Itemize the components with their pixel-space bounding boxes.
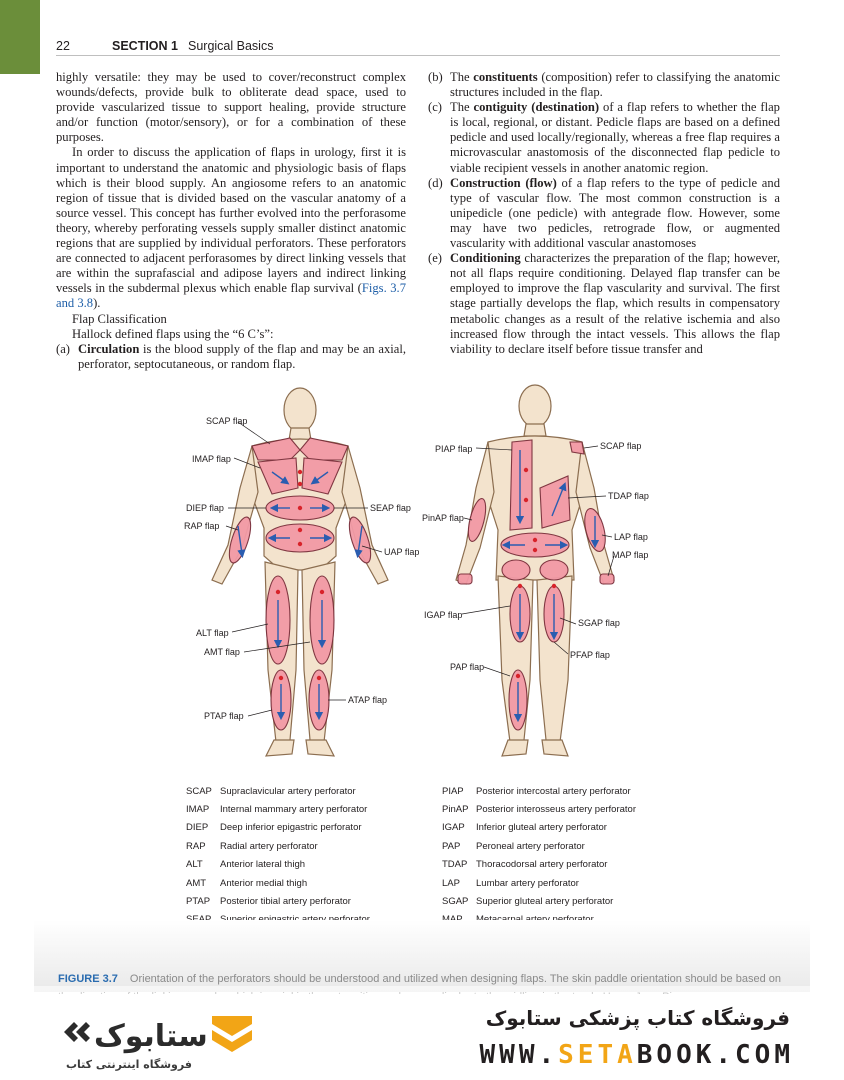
back-left-foot — [542, 740, 568, 756]
label-pinap: PinAP flap — [422, 513, 464, 523]
flap-map-left — [600, 574, 614, 584]
legend-desc: Deep inferior epigastric perforator — [220, 822, 362, 834]
list-item — [428, 251, 780, 357]
front-left-foot — [306, 740, 334, 756]
legend-desc: Thoracodorsal artery perforator — [476, 859, 608, 871]
legend-row — [442, 819, 636, 837]
list-marker: (a) — [56, 341, 70, 356]
legend-abbr: SCAP — [186, 785, 212, 797]
legend-row — [442, 874, 636, 892]
list-item — [56, 342, 406, 372]
legend-desc: Radial artery perforator — [220, 840, 318, 852]
legend-desc: Peroneal artery perforator — [476, 840, 585, 852]
legend-row — [186, 837, 370, 855]
list-item — [428, 176, 780, 251]
list-item-body — [450, 70, 780, 100]
back-right-foot — [502, 740, 528, 756]
label-pap: PAP flap — [450, 662, 485, 672]
legend-desc: Inferior gluteal artery perforator — [476, 822, 607, 834]
paragraph-text: ). — [93, 296, 101, 311]
legend-row — [186, 874, 370, 892]
paragraph-text: In order to discuss the application of flaps in urology, first it is important to understand the anatomic and physiologic basis of flaps which is their blood supply. An angiosome refers to an anatomic region of tissue that is divided based on the vascular anatomy of a source vessel. This concept has further evolved into the perforasome theory, whereby perforating vessels supply smaller distinct anatomic regions that are supplied by individual perforators. These perforators are connected to adjacent perforasomes by direct linking vessels that are within the suprafascial and adipose layers and indirect linking vessels in the subdermal plexus which enable flap survival ( — [56, 145, 406, 296]
list-marker: (c) — [428, 100, 442, 115]
legend-abbr: PTAP — [186, 896, 211, 908]
flap-piap — [510, 440, 532, 530]
paragraph: highly versatile: they may be used to cover/reconstruct complex wounds/defects, provide bulk to obliterate dead space, used to provide vascularized tissue to support healing, provide structure and/or function (motor/sensory), or for a combination of these purposes. — [56, 70, 406, 145]
flap-scap-front-left — [300, 438, 348, 460]
subheading: Flap Classification — [72, 311, 167, 326]
list-text: characterizes the preparation of the flap; however, not all flaps require conditioning. Delayed flap transfer can be employed to improve the flap vascularity and survival. The first stage partially develops the flap, which results in compensatory metabolic changes as a result of the relative ischemia and also increased flow through the intact vessels. This allows the flap viability to declare itself before tissue transfer and — [450, 251, 780, 356]
back-torso — [482, 436, 588, 580]
back-head — [519, 385, 551, 427]
label-atap: ATAP flap — [348, 695, 388, 705]
store-url[interactable] — [480, 1040, 794, 1070]
label-seap: SEAP flap — [370, 503, 411, 513]
label-amt: AMT flap — [204, 647, 240, 657]
label-lap: LAP flap — [614, 532, 648, 542]
logo-subtitle: فروشگاه اینترنتی کتاب — [66, 1058, 192, 1071]
list-term: constituents — [473, 70, 538, 84]
list-marker: (b) — [428, 70, 443, 84]
legend-desc: Anterior lateral thigh — [220, 859, 306, 871]
label-scap-back: SCAP flap — [600, 441, 642, 451]
section-title: Surgical Basics — [188, 39, 274, 53]
back-neck — [524, 424, 546, 436]
legend-abbr: DIEP — [186, 822, 209, 834]
back-body-figure — [422, 385, 649, 756]
flap-map-right — [458, 574, 472, 584]
flap-scap-back — [570, 442, 584, 454]
legend-row — [186, 856, 370, 874]
list-item-body — [450, 251, 780, 357]
list-text: of a flap refers to whether the flap is local, regional, or distant. Pedicle flaps are based on a defined pedicle and used locally/regionally, whereas a free flap requires a microvascular anastomosis of the disconnected flap pedicle to viable recipient vessels in another anatomic region. — [450, 100, 780, 175]
legend-row — [186, 819, 370, 837]
front-head — [284, 388, 316, 432]
legend-desc: Posterior intercostal artery perforator — [476, 785, 631, 797]
url-part: WWW. — [479, 1040, 559, 1070]
list-item-body — [78, 342, 406, 372]
list-marker: (d) — [428, 175, 443, 190]
legend-abbr: RAP — [186, 840, 206, 852]
list-term: Construction (flow) — [450, 175, 557, 190]
legend-row — [442, 892, 636, 910]
logo-chevron-icon — [212, 1016, 252, 1052]
legend-desc: Internal mammary artery perforator — [220, 804, 368, 816]
legend-abbr: PIAP — [442, 785, 464, 797]
label-igap: IGAP flap — [424, 610, 463, 620]
list-item-body — [450, 100, 780, 175]
front-body-figure — [184, 388, 419, 756]
front-right-arm — [212, 446, 258, 584]
legend-abbr: PinAP — [442, 804, 469, 816]
legend-row — [186, 782, 370, 800]
url-part: BOOK.COM — [636, 1040, 794, 1070]
legend-desc: Superior gluteal artery perforator — [476, 896, 614, 908]
section-label: SECTION 1 — [112, 39, 178, 53]
label-rap: RAP flap — [184, 521, 220, 531]
legend-abbr: ALT — [186, 859, 203, 871]
paragraph: Hallock defined flaps using the “6 C’s”: — [72, 326, 274, 341]
caption-text: Orientation of the perforators should be understood and utilized when designing flaps. The skin paddle orientation should be based on — [129, 973, 781, 985]
legend-row — [442, 782, 636, 800]
legend-abbr: PAP — [442, 840, 461, 852]
label-map: MAP flap — [612, 550, 649, 560]
label-uap: UAP flap — [384, 547, 420, 557]
legend-row — [186, 892, 370, 910]
list-text: is the blood supply of the flap and may be an axial, perforator, septocutaneous, or random flap. — [78, 341, 406, 371]
legend-abbr: IMAP — [186, 804, 210, 816]
legend-abbr: TDAP — [442, 859, 468, 871]
label-diep: DIEP flap — [186, 503, 224, 513]
flap-sgap-right — [502, 560, 530, 580]
store-name: فروشگاه کتاب پزشکی ستابوک — [485, 1006, 790, 1030]
figure-reference-link[interactable]: Figs. 3.7 and 3.8 — [56, 281, 406, 311]
legend-desc: Anterior medial thigh — [220, 877, 308, 889]
page-number: 22 — [56, 39, 70, 53]
label-sgap: SGAP flap — [578, 618, 620, 628]
list-text: The — [450, 100, 474, 115]
paragraph — [56, 145, 406, 311]
legend-row — [186, 800, 370, 818]
legend-desc: Supraclavicular artery perforator — [220, 785, 356, 797]
label-imap: IMAP flap — [192, 454, 231, 464]
list-text: (composition) refer to classifying the anatomic structures included in the flap. — [450, 70, 780, 100]
legend-desc: Posterior tibial artery perforator — [220, 896, 351, 908]
label-alt: ALT flap — [196, 628, 229, 638]
list-term: Circulation — [78, 341, 140, 356]
label-scap-front: SCAP flap — [206, 416, 248, 426]
legend-abbr: AMT — [186, 877, 207, 889]
legend-abbr: IGAP — [442, 822, 465, 834]
legend-row — [442, 837, 636, 855]
legend-row — [442, 856, 636, 874]
list-item — [428, 100, 780, 175]
caption-fade — [34, 986, 810, 994]
list-item-body — [450, 176, 780, 251]
front-right-foot — [266, 740, 294, 756]
logo-wordmark: ستابوک — [94, 1019, 208, 1054]
legend-desc: Lumbar artery perforator — [476, 877, 579, 889]
legend-abbr: SGAP — [442, 896, 469, 908]
label-ptap: PTAP flap — [204, 711, 244, 721]
url-accent: SETA — [558, 1040, 637, 1070]
figure-label: FIGURE 3.7 — [58, 973, 118, 985]
front-neck — [289, 428, 311, 440]
list-text: of a flap refers to the type of pedicle and type of vascular flow. The most common construction is a unipedicle (one pedicle) with antegrade flow. However, some may have two pedicles, retrograde flow, or augmented vascularity with additional vascular anastomoses — [450, 175, 780, 251]
list-text: The — [450, 70, 474, 84]
legend-row — [442, 800, 636, 818]
legend-desc: Posterior interosseus artery perforator — [476, 804, 636, 816]
legend-abbr: LAP — [442, 877, 460, 889]
header-divider — [56, 55, 780, 56]
label-pfap: PFAP flap — [570, 650, 610, 660]
label-tdap: TDAP flap — [608, 491, 649, 501]
list-term: contiguity (destination) — [473, 100, 600, 115]
list-marker: (e) — [428, 251, 442, 266]
corner-color-block — [0, 0, 40, 74]
right-column — [428, 70, 780, 357]
label-piap: PIAP flap — [435, 444, 473, 454]
front-left-arm — [342, 446, 388, 584]
left-column — [56, 70, 406, 372]
page-header — [56, 36, 780, 56]
flap-sgap-left — [540, 560, 568, 580]
list-item — [428, 70, 780, 100]
perforator-flap-figure — [140, 380, 720, 770]
list-term: Conditioning — [450, 251, 521, 266]
flap-scap-front-right — [252, 438, 300, 460]
